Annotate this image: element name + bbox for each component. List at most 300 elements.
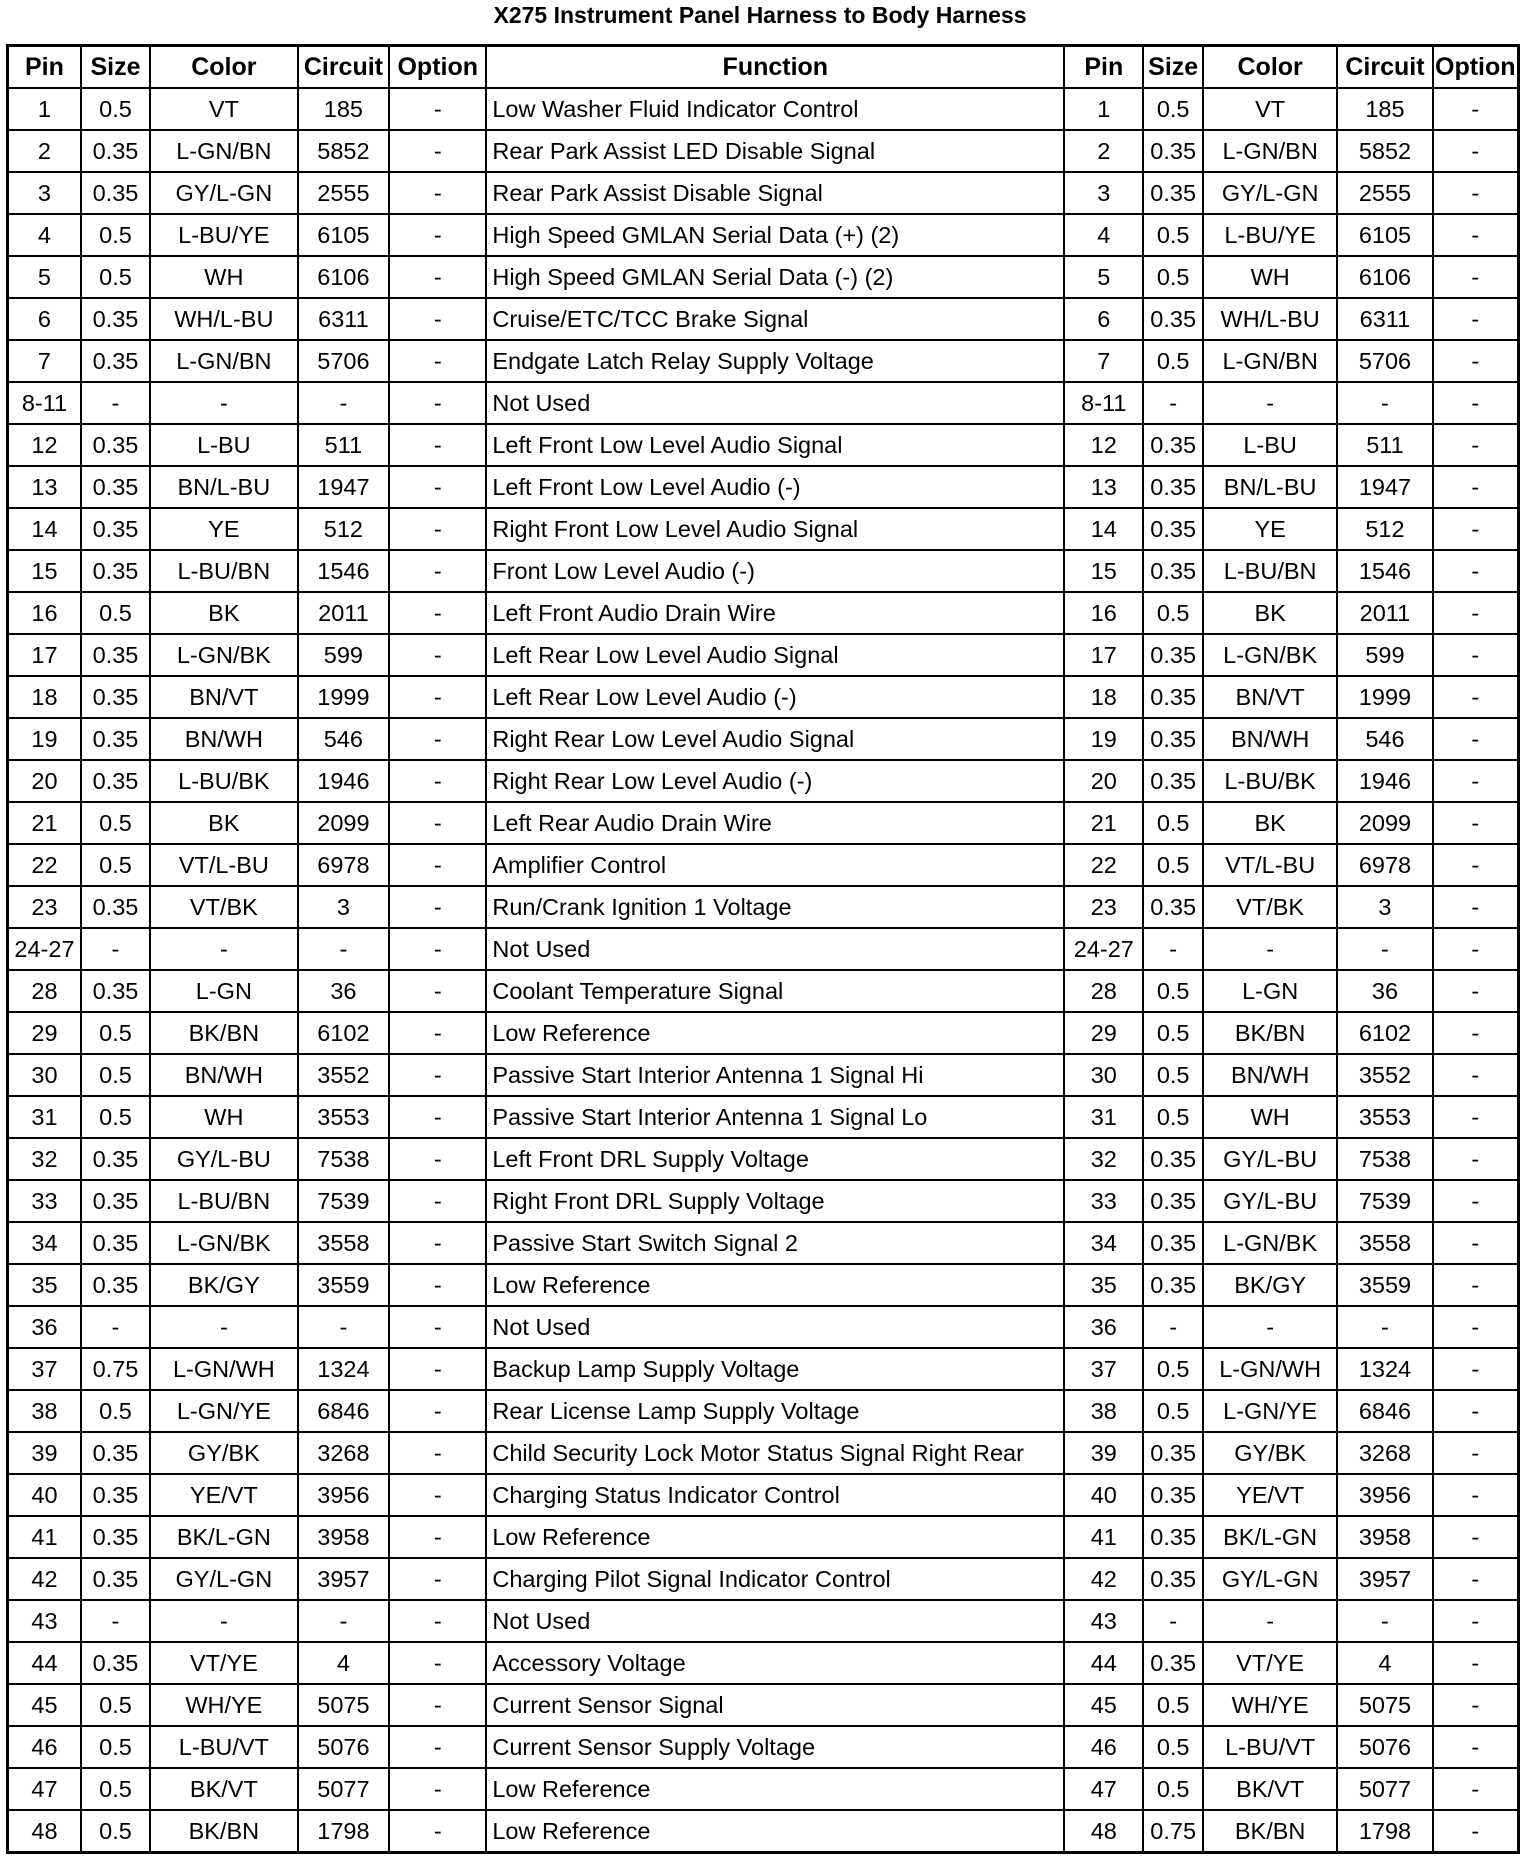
cell-size: - xyxy=(81,1600,150,1642)
cell-circuit-right: 6102 xyxy=(1337,1012,1432,1054)
cell-color: - xyxy=(150,382,298,424)
cell-function: Rear Park Assist LED Disable Signal xyxy=(486,130,1064,172)
cell-circuit: 1946 xyxy=(298,760,389,802)
cell-pin-right: 42 xyxy=(1064,1558,1143,1600)
cell-color-right: GY/L-GN xyxy=(1203,172,1337,214)
cell-circuit-right: - xyxy=(1337,382,1432,424)
cell-pin: 46 xyxy=(8,1726,81,1768)
cell-pin: 32 xyxy=(8,1138,81,1180)
cell-option: - xyxy=(389,1348,486,1390)
cell-pin-right: 33 xyxy=(1064,1180,1143,1222)
cell-function: Current Sensor Supply Voltage xyxy=(486,1726,1064,1768)
cell-option: - xyxy=(389,592,486,634)
cell-size: 0.5 xyxy=(81,214,150,256)
cell-color: WH xyxy=(150,1096,298,1138)
cell-color: BK xyxy=(150,802,298,844)
cell-color-right: L-GN/BN xyxy=(1203,130,1337,172)
cell-size: 0.5 xyxy=(81,1768,150,1810)
table-row xyxy=(8,382,1519,424)
cell-circuit-right: - xyxy=(1337,1306,1432,1348)
cell-circuit: 3957 xyxy=(298,1558,389,1600)
cell-circuit-right: 1947 xyxy=(1337,466,1432,508)
cell-function: Low Washer Fluid Indicator Control xyxy=(486,88,1064,130)
cell-option-right: - xyxy=(1433,1054,1519,1096)
cell-color-right: - xyxy=(1203,1600,1337,1642)
cell-color: - xyxy=(150,928,298,970)
cell-color: L-GN xyxy=(150,970,298,1012)
cell-circuit-right: 5852 xyxy=(1337,130,1432,172)
cell-size: 0.5 xyxy=(81,1054,150,1096)
cell-color-right: L-BU xyxy=(1203,424,1337,466)
cell-option: - xyxy=(389,718,486,760)
cell-circuit-right: 546 xyxy=(1337,718,1432,760)
cell-option-right: - xyxy=(1433,1180,1519,1222)
cell-size-right: 0.35 xyxy=(1143,1180,1203,1222)
table-row xyxy=(8,886,1519,928)
cell-color: L-BU/BK xyxy=(150,760,298,802)
cell-circuit-right: 1798 xyxy=(1337,1810,1432,1853)
cell-option-right: - xyxy=(1433,508,1519,550)
cell-option: - xyxy=(389,1432,486,1474)
cell-circuit: 3958 xyxy=(298,1516,389,1558)
table-row xyxy=(8,1138,1519,1180)
cell-circuit-right: - xyxy=(1337,928,1432,970)
cell-color: BN/L-BU xyxy=(150,466,298,508)
cell-circuit: 512 xyxy=(298,508,389,550)
cell-option: - xyxy=(389,1390,486,1432)
cell-circuit-right: 3957 xyxy=(1337,1558,1432,1600)
cell-option-right: - xyxy=(1433,1642,1519,1684)
cell-circuit-right: 2555 xyxy=(1337,172,1432,214)
cell-function: Passive Start Interior Antenna 1 Signal Hi xyxy=(486,1054,1064,1096)
cell-size: 0.5 xyxy=(81,802,150,844)
cell-function: Right Rear Low Level Audio (-) xyxy=(486,760,1064,802)
cell-option-right: - xyxy=(1433,1768,1519,1810)
cell-pin-right: 28 xyxy=(1064,970,1143,1012)
cell-color-right: YE/VT xyxy=(1203,1474,1337,1516)
cell-circuit: - xyxy=(298,1306,389,1348)
cell-option-right: - xyxy=(1433,1096,1519,1138)
cell-circuit: - xyxy=(298,1600,389,1642)
cell-size-right: 0.35 xyxy=(1143,172,1203,214)
cell-size-right: 0.35 xyxy=(1143,1474,1203,1516)
table-row xyxy=(8,1222,1519,1264)
cell-size-right: 0.5 xyxy=(1143,1390,1203,1432)
cell-size-right: 0.5 xyxy=(1143,1096,1203,1138)
cell-function: Run/Crank Ignition 1 Voltage xyxy=(486,886,1064,928)
cell-color-right: - xyxy=(1203,382,1337,424)
cell-size-right: 0.5 xyxy=(1143,1684,1203,1726)
table-row xyxy=(8,676,1519,718)
table-row xyxy=(8,970,1519,1012)
cell-option: - xyxy=(389,1180,486,1222)
cell-option-right: - xyxy=(1433,1138,1519,1180)
cell-option: - xyxy=(389,1558,486,1600)
table-row xyxy=(8,592,1519,634)
cell-option-right: - xyxy=(1433,676,1519,718)
cell-color: BN/VT xyxy=(150,676,298,718)
cell-option-right: - xyxy=(1433,424,1519,466)
cell-function: Accessory Voltage xyxy=(486,1642,1064,1684)
cell-circuit-right: 1946 xyxy=(1337,760,1432,802)
cell-color: L-GN/BK xyxy=(150,634,298,676)
cell-circuit: 3558 xyxy=(298,1222,389,1264)
cell-size: 0.35 xyxy=(81,130,150,172)
cell-size-right: 0.35 xyxy=(1143,1642,1203,1684)
cell-option-right: - xyxy=(1433,802,1519,844)
cell-option: - xyxy=(389,466,486,508)
cell-size: 0.35 xyxy=(81,550,150,592)
cell-color: BN/WH xyxy=(150,1054,298,1096)
cell-circuit-right: - xyxy=(1337,1600,1432,1642)
cell-pin-right: 20 xyxy=(1064,760,1143,802)
cell-pin-right: 17 xyxy=(1064,634,1143,676)
cell-function: Not Used xyxy=(486,1306,1064,1348)
cell-pin: 28 xyxy=(8,970,81,1012)
cell-color: VT/L-BU xyxy=(150,844,298,886)
cell-size-right: 0.5 xyxy=(1143,1012,1203,1054)
cell-pin: 40 xyxy=(8,1474,81,1516)
table-row xyxy=(8,844,1519,886)
cell-option-right: - xyxy=(1433,1516,1519,1558)
cell-size: 0.5 xyxy=(81,88,150,130)
cell-size-right: 0.35 xyxy=(1143,676,1203,718)
cell-size: 0.35 xyxy=(81,508,150,550)
cell-circuit-right: 6846 xyxy=(1337,1390,1432,1432)
cell-size: 0.5 xyxy=(81,1390,150,1432)
cell-circuit: 36 xyxy=(298,970,389,1012)
col-header-function: Function xyxy=(486,46,1064,89)
cell-circuit: 1947 xyxy=(298,466,389,508)
cell-circuit: 3 xyxy=(298,886,389,928)
cell-pin-right: 18 xyxy=(1064,676,1143,718)
cell-circuit-right: 6105 xyxy=(1337,214,1432,256)
cell-circuit-right: 3552 xyxy=(1337,1054,1432,1096)
cell-circuit: 5075 xyxy=(298,1684,389,1726)
cell-circuit: 546 xyxy=(298,718,389,760)
cell-color-right: GY/BK xyxy=(1203,1432,1337,1474)
cell-color-right: L-BU/VT xyxy=(1203,1726,1337,1768)
table-row xyxy=(8,1432,1519,1474)
cell-circuit-right: 5076 xyxy=(1337,1726,1432,1768)
cell-pin-right: 43 xyxy=(1064,1600,1143,1642)
cell-pin-right: 23 xyxy=(1064,886,1143,928)
cell-pin-right: 46 xyxy=(1064,1726,1143,1768)
cell-size: - xyxy=(81,382,150,424)
table-body xyxy=(8,88,1519,1853)
cell-pin: 44 xyxy=(8,1642,81,1684)
cell-circuit-right: 512 xyxy=(1337,508,1432,550)
cell-function: Not Used xyxy=(486,1600,1064,1642)
cell-size: 0.5 xyxy=(81,1012,150,1054)
col-header-pin: Pin xyxy=(8,46,81,89)
cell-circuit: 1546 xyxy=(298,550,389,592)
cell-pin: 18 xyxy=(8,676,81,718)
cell-circuit-right: 6106 xyxy=(1337,256,1432,298)
cell-circuit: 3268 xyxy=(298,1432,389,1474)
cell-option: - xyxy=(389,508,486,550)
cell-pin-right: 4 xyxy=(1064,214,1143,256)
cell-circuit: 3559 xyxy=(298,1264,389,1306)
cell-size: 0.35 xyxy=(81,172,150,214)
cell-function: Low Reference xyxy=(486,1516,1064,1558)
cell-pin-right: 35 xyxy=(1064,1264,1143,1306)
cell-option-right: - xyxy=(1433,1222,1519,1264)
cell-circuit: 6106 xyxy=(298,256,389,298)
cell-option: - xyxy=(389,970,486,1012)
cell-size-right: 0.5 xyxy=(1143,1768,1203,1810)
cell-color-right: L-GN xyxy=(1203,970,1337,1012)
cell-option-right: - xyxy=(1433,592,1519,634)
cell-color-right: VT/L-BU xyxy=(1203,844,1337,886)
cell-size-right: 0.35 xyxy=(1143,508,1203,550)
cell-size-right: 0.35 xyxy=(1143,298,1203,340)
cell-pin-right: 12 xyxy=(1064,424,1143,466)
cell-function: Rear License Lamp Supply Voltage xyxy=(486,1390,1064,1432)
cell-option-right: - xyxy=(1433,214,1519,256)
cell-color: L-BU/BN xyxy=(150,550,298,592)
cell-circuit-right: 6978 xyxy=(1337,844,1432,886)
cell-option-right: - xyxy=(1433,1306,1519,1348)
cell-option-right: - xyxy=(1433,1264,1519,1306)
cell-circuit: 2099 xyxy=(298,802,389,844)
table-row xyxy=(8,340,1519,382)
table-row xyxy=(8,1012,1519,1054)
cell-option: - xyxy=(389,1222,486,1264)
cell-color-right: BK/L-GN xyxy=(1203,1516,1337,1558)
cell-pin-right: 29 xyxy=(1064,1012,1143,1054)
cell-size: 0.5 xyxy=(81,256,150,298)
cell-color: BK/GY xyxy=(150,1264,298,1306)
cell-option-right: - xyxy=(1433,466,1519,508)
cell-circuit-right: 5075 xyxy=(1337,1684,1432,1726)
cell-color-right: WH/L-BU xyxy=(1203,298,1337,340)
table-row xyxy=(8,1390,1519,1432)
table-row xyxy=(8,1810,1519,1853)
col-header-color: Color xyxy=(150,46,298,89)
cell-color: L-GN/YE xyxy=(150,1390,298,1432)
cell-size: 0.35 xyxy=(81,1432,150,1474)
table-row xyxy=(8,1180,1519,1222)
cell-color-right: BK/BN xyxy=(1203,1012,1337,1054)
cell-color-right: L-BU/YE xyxy=(1203,214,1337,256)
cell-color: L-GN/BN xyxy=(150,340,298,382)
cell-pin: 45 xyxy=(8,1684,81,1726)
cell-pin-right: 14 xyxy=(1064,508,1143,550)
cell-circuit: 3552 xyxy=(298,1054,389,1096)
cell-option-right: - xyxy=(1433,88,1519,130)
cell-circuit: 2011 xyxy=(298,592,389,634)
cell-color-right: L-GN/BK xyxy=(1203,634,1337,676)
cell-function: Left Rear Audio Drain Wire xyxy=(486,802,1064,844)
cell-circuit: 185 xyxy=(298,88,389,130)
cell-circuit: 1324 xyxy=(298,1348,389,1390)
cell-pin-right: 34 xyxy=(1064,1222,1143,1264)
cell-size-right: 0.5 xyxy=(1143,88,1203,130)
cell-function: Low Reference xyxy=(486,1012,1064,1054)
table-row xyxy=(8,172,1519,214)
cell-option: - xyxy=(389,424,486,466)
cell-function: Left Rear Low Level Audio Signal xyxy=(486,634,1064,676)
cell-pin-right: 31 xyxy=(1064,1096,1143,1138)
cell-option-right: - xyxy=(1433,1684,1519,1726)
cell-size-right: 0.35 xyxy=(1143,760,1203,802)
table-row xyxy=(8,1096,1519,1138)
cell-color-right: WH xyxy=(1203,1096,1337,1138)
cell-color-right: GY/L-BU xyxy=(1203,1138,1337,1180)
cell-size-right: 0.35 xyxy=(1143,1138,1203,1180)
cell-color: BK/BN xyxy=(150,1012,298,1054)
cell-circuit: 1999 xyxy=(298,676,389,718)
col-header-circuit: Circuit xyxy=(298,46,389,89)
cell-pin-right: 3 xyxy=(1064,172,1143,214)
cell-circuit: 5076 xyxy=(298,1726,389,1768)
cell-circuit: 6978 xyxy=(298,844,389,886)
cell-circuit: 5706 xyxy=(298,340,389,382)
cell-color: L-BU/YE xyxy=(150,214,298,256)
cell-pin-right: 37 xyxy=(1064,1348,1143,1390)
cell-size-right: 0.35 xyxy=(1143,1432,1203,1474)
cell-pin-right: 13 xyxy=(1064,466,1143,508)
cell-option-right: - xyxy=(1433,1432,1519,1474)
cell-circuit-right: 3 xyxy=(1337,886,1432,928)
cell-option: - xyxy=(389,886,486,928)
table-row xyxy=(8,1516,1519,1558)
cell-option: - xyxy=(389,1474,486,1516)
cell-color-right: GY/L-GN xyxy=(1203,1558,1337,1600)
cell-circuit: 1798 xyxy=(298,1810,389,1853)
table-row xyxy=(8,508,1519,550)
cell-circuit-right: 3268 xyxy=(1337,1432,1432,1474)
cell-pin: 13 xyxy=(8,466,81,508)
cell-size: 0.5 xyxy=(81,844,150,886)
cell-size-right: 0.5 xyxy=(1143,256,1203,298)
cell-function: Left Front Audio Drain Wire xyxy=(486,592,1064,634)
cell-size: 0.35 xyxy=(81,760,150,802)
cell-option-right: - xyxy=(1433,760,1519,802)
cell-color: BK/BN xyxy=(150,1810,298,1853)
cell-pin-right: 38 xyxy=(1064,1390,1143,1432)
col-header-option-right: Option xyxy=(1433,46,1519,89)
cell-option: - xyxy=(389,1726,486,1768)
cell-color-right: BN/VT xyxy=(1203,676,1337,718)
cell-pin: 42 xyxy=(8,1558,81,1600)
cell-color-right: VT xyxy=(1203,88,1337,130)
cell-size-right: 0.5 xyxy=(1143,214,1203,256)
cell-size: 0.5 xyxy=(81,1684,150,1726)
cell-pin: 48 xyxy=(8,1810,81,1853)
cell-option-right: - xyxy=(1433,1012,1519,1054)
cell-pin: 17 xyxy=(8,634,81,676)
cell-size-right: 0.35 xyxy=(1143,130,1203,172)
col-header-color-right: Color xyxy=(1203,46,1337,89)
cell-option: - xyxy=(389,1096,486,1138)
cell-option-right: - xyxy=(1433,1474,1519,1516)
cell-color-right: BK/VT xyxy=(1203,1768,1337,1810)
table-row xyxy=(8,1348,1519,1390)
table-row xyxy=(8,88,1519,130)
cell-size: 0.35 xyxy=(81,1264,150,1306)
cell-pin: 33 xyxy=(8,1180,81,1222)
cell-option-right: - xyxy=(1433,928,1519,970)
table-row xyxy=(8,1684,1519,1726)
cell-color: GY/BK xyxy=(150,1432,298,1474)
cell-pin: 24-27 xyxy=(8,928,81,970)
cell-color: L-GN/WH xyxy=(150,1348,298,1390)
cell-size: 0.5 xyxy=(81,1096,150,1138)
table-row xyxy=(8,1768,1519,1810)
cell-circuit-right: 7539 xyxy=(1337,1180,1432,1222)
cell-circuit-right: 3559 xyxy=(1337,1264,1432,1306)
cell-circuit-right: 1546 xyxy=(1337,550,1432,592)
cell-function: Rear Park Assist Disable Signal xyxy=(486,172,1064,214)
cell-circuit-right: 3558 xyxy=(1337,1222,1432,1264)
cell-color: - xyxy=(150,1600,298,1642)
cell-function: Charging Status Indicator Control xyxy=(486,1474,1064,1516)
cell-circuit-right: 1324 xyxy=(1337,1348,1432,1390)
cell-pin: 14 xyxy=(8,508,81,550)
cell-size: 0.5 xyxy=(81,1726,150,1768)
cell-pin: 7 xyxy=(8,340,81,382)
cell-size-right: 0.35 xyxy=(1143,718,1203,760)
cell-circuit-right: 4 xyxy=(1337,1642,1432,1684)
cell-circuit-right: 6311 xyxy=(1337,298,1432,340)
cell-circuit: 2555 xyxy=(298,172,389,214)
cell-color-right: BN/WH xyxy=(1203,718,1337,760)
cell-pin-right: 5 xyxy=(1064,256,1143,298)
cell-color: L-BU xyxy=(150,424,298,466)
cell-circuit: 6105 xyxy=(298,214,389,256)
table-row xyxy=(8,1558,1519,1600)
cell-color-right: BK/BN xyxy=(1203,1810,1337,1853)
cell-function: Cruise/ETC/TCC Brake Signal xyxy=(486,298,1064,340)
cell-size-right: - xyxy=(1143,1600,1203,1642)
cell-pin-right: 7 xyxy=(1064,340,1143,382)
cell-color: L-GN/BN xyxy=(150,130,298,172)
cell-color: L-GN/BK xyxy=(150,1222,298,1264)
cell-pin: 47 xyxy=(8,1768,81,1810)
cell-pin: 38 xyxy=(8,1390,81,1432)
table-row xyxy=(8,760,1519,802)
cell-size: 0.35 xyxy=(81,1138,150,1180)
cell-color: BK xyxy=(150,592,298,634)
cell-function: Low Reference xyxy=(486,1768,1064,1810)
cell-option: - xyxy=(389,760,486,802)
cell-color: BK/VT xyxy=(150,1768,298,1810)
cell-size: 0.75 xyxy=(81,1348,150,1390)
cell-function: Not Used xyxy=(486,928,1064,970)
cell-option-right: - xyxy=(1433,130,1519,172)
cell-color-right: L-GN/WH xyxy=(1203,1348,1337,1390)
cell-color: WH/YE xyxy=(150,1684,298,1726)
cell-pin-right: 45 xyxy=(1064,1684,1143,1726)
col-header-pin-right: Pin xyxy=(1064,46,1143,89)
cell-function: Current Sensor Signal xyxy=(486,1684,1064,1726)
cell-color: GY/L-BU xyxy=(150,1138,298,1180)
cell-color-right: VT/BK xyxy=(1203,886,1337,928)
cell-pin: 4 xyxy=(8,214,81,256)
cell-size: 0.35 xyxy=(81,1180,150,1222)
table-row xyxy=(8,634,1519,676)
cell-function: Child Security Lock Motor Status Signal Right Rear xyxy=(486,1432,1064,1474)
table-row xyxy=(8,802,1519,844)
cell-color: YE xyxy=(150,508,298,550)
table-row xyxy=(8,1642,1519,1684)
cell-pin-right: 16 xyxy=(1064,592,1143,634)
cell-size: 0.35 xyxy=(81,970,150,1012)
cell-pin-right: 40 xyxy=(1064,1474,1143,1516)
cell-size: 0.35 xyxy=(81,1642,150,1684)
